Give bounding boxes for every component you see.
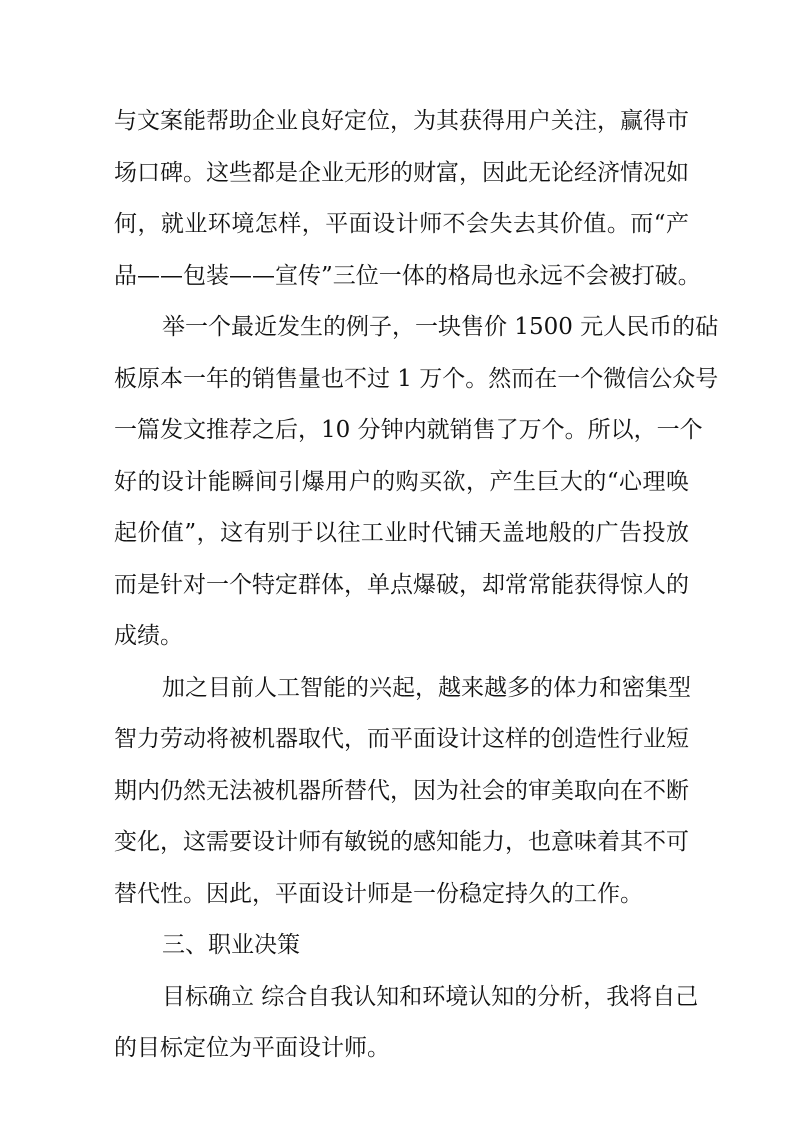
- text-line: 期内仍然无法被机器所替代，因为社会的审美取向在不断: [114, 777, 689, 804]
- text-line: 的目标定位为平面设计师。: [114, 1035, 390, 1061]
- section-heading-text: 三、职业决策: [162, 932, 300, 958]
- text-line: 一篇发文推荐之后，10 分钟内就销售了万个。所以，一个: [114, 417, 703, 443]
- text-line: 智力劳动将被机器取代，而平面设计这样的创造性行业短: [114, 726, 689, 752]
- paragraph-4: [114, 972, 699, 1075]
- text-line: 替代性。因此，平面设计师是一份稳定持久的工作。: [114, 880, 643, 907]
- text-line: 板原本一年的销售量也不过 1 万个。然而在一个微信公众号: [114, 365, 719, 392]
- text-line: 举一个最近发生的例子，一块售价 1500 元人民币的砧: [162, 314, 719, 340]
- text-line: 品——包装——宣传”三位一体的格局也永远不会被打破。: [114, 262, 701, 289]
- text-line: 场口碑。这些都是企业无形的财富，因此无论经济情况如: [114, 159, 689, 186]
- paragraph-1: [114, 96, 701, 302]
- text-line: 成绩。: [114, 623, 183, 649]
- text-line: 变化，这需要设计师有敏锐的感知能力，也意味着其不可: [114, 829, 689, 855]
- text-line: 与文案能帮助企业良好定位，为其获得用户关注，赢得市: [114, 108, 689, 134]
- text-line: 而是针对一个特定群体，单点爆破，却常常能获得惊人的: [114, 571, 689, 598]
- text-line: 何，就业环境怎样，平面设计师不会失去其价值。而“产: [114, 211, 689, 237]
- paragraph-2: [114, 302, 719, 663]
- section-heading: [114, 920, 689, 972]
- text-line: 加之目前人工智能的兴起，越来越多的体力和密集型: [162, 674, 691, 701]
- text-line: 好的设计能瞬间引爆用户的购买欲，产生巨大的“心理唤: [114, 468, 689, 495]
- document-body: [114, 96, 719, 1075]
- text-line: 目标确立 综合自我认知和环境认知的分析，我将自己: [162, 983, 699, 1010]
- paragraph-3: [114, 663, 689, 921]
- text-line: 起价值”，这有别于以往工业时代铺天盖地般的广告投放: [114, 520, 689, 546]
